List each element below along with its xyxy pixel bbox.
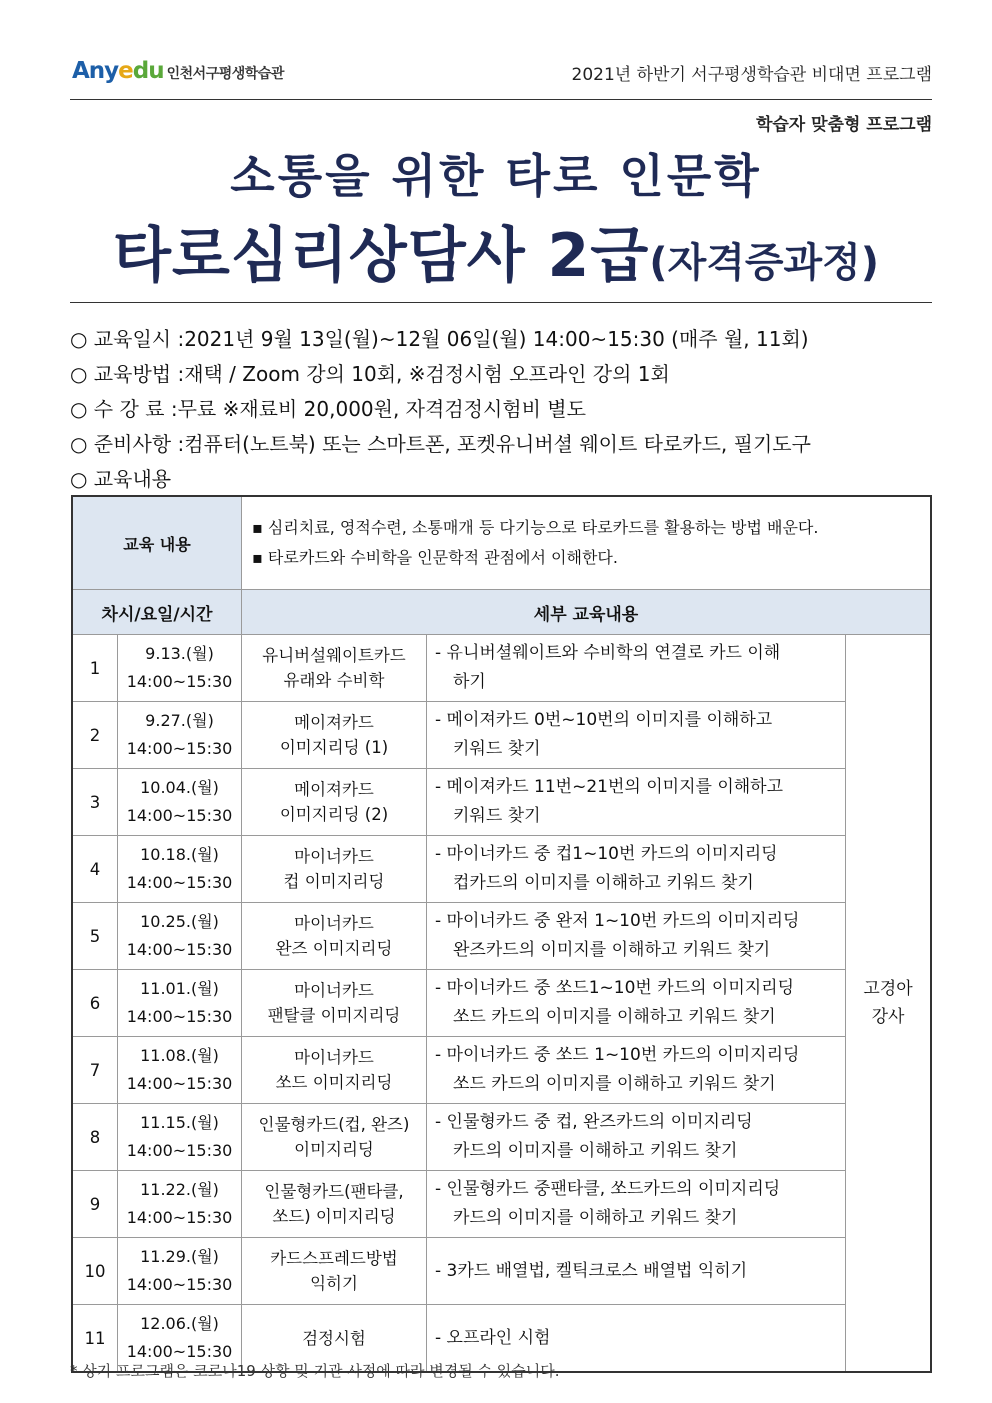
- session-datetime: [118, 1171, 242, 1238]
- info-row-method: [70, 357, 811, 392]
- session-subject: [242, 1104, 427, 1171]
- session-time: 14:00~15:30: [126, 1275, 233, 1294]
- detail-line: - 마이너카드 중 쏘드1~10번 카드의 이미지리딩: [435, 978, 795, 998]
- session-detail: [427, 635, 846, 702]
- session-number: 10: [72, 1238, 118, 1305]
- col-header-detail: 세부 교육내용: [242, 590, 932, 635]
- session-number: 9: [72, 1171, 118, 1238]
- title-paren: (자격증과정): [649, 240, 880, 286]
- info-label: ○ 교육일시 :: [70, 327, 185, 351]
- session-date: 11.01.(월): [140, 979, 219, 998]
- subject-line: 마이너카드: [294, 847, 374, 866]
- table-row: [72, 769, 931, 836]
- detail-line: - 유니버셜웨이트와 수비학의 연결로 카드 이해: [435, 643, 781, 663]
- detail-line: 하기: [453, 672, 486, 692]
- session-date: 11.08.(월): [140, 1046, 219, 1065]
- session-number: 8: [72, 1104, 118, 1171]
- detail-line: 쏘드 카드의 이미지를 이해하고 키워드 찾기: [453, 1007, 776, 1027]
- info-label: ○ 수 강 료 :: [70, 397, 178, 421]
- session-time: 14:00~15:30: [126, 940, 233, 959]
- session-number: 6: [72, 970, 118, 1037]
- session-date: 10.18.(월): [140, 845, 219, 864]
- session-detail: [427, 903, 846, 970]
- session-detail: [427, 1238, 846, 1305]
- session-date: 10.04.(월): [140, 778, 219, 797]
- session-number: 3: [72, 769, 118, 836]
- detail-line: 카드의 이미지를 이해하고 키워드 찾기: [453, 1208, 738, 1228]
- subject-line: 인물형카드(컵, 완즈): [258, 1115, 410, 1134]
- subject-line: 마이너카드: [294, 914, 374, 933]
- detail-line: 완즈카드의 이미지를 이해하고 키워드 찾기: [453, 940, 771, 960]
- session-date: 11.22.(월): [140, 1180, 219, 1199]
- subject-line: 쏘드) 이미지리딩: [272, 1207, 396, 1226]
- info-value: 2021년 9월 13일(월)~12월 06일(월) 14:00~15:30 (매주 월, 11회): [184, 327, 809, 351]
- detail-line: - 인물형카드 중 컵, 완즈카드의 이미지리딩: [435, 1112, 753, 1132]
- subject-line: 유니버설웨이트카드: [262, 646, 406, 665]
- table-row: [72, 635, 931, 702]
- session-detail: [427, 1171, 846, 1238]
- table-row: [72, 702, 931, 769]
- info-label: ○ 교육내용: [70, 467, 172, 491]
- session-subject: [242, 769, 427, 836]
- session-datetime: [118, 1037, 242, 1104]
- session-datetime: [118, 1104, 242, 1171]
- table-row: [72, 970, 931, 1037]
- footnote: * 상기 프로그램은 코로나19 상황 및 기관 사정에 따라 변경될 수 있습니다.: [70, 1362, 560, 1380]
- session-detail: [427, 836, 846, 903]
- session-datetime: [118, 702, 242, 769]
- session-number: 1: [72, 635, 118, 702]
- subject-line: 이미지리딩: [294, 1140, 374, 1159]
- instructor: [846, 635, 932, 1373]
- page-title-line2: [0, 208, 992, 294]
- session-number: 5: [72, 903, 118, 970]
- session-number: 11: [72, 1305, 118, 1373]
- subject-line: 마이너카드: [294, 1048, 374, 1067]
- session-detail: [427, 769, 846, 836]
- detail-line: 컵카드의 이미지를 이해하고 키워드 찾기: [453, 873, 754, 893]
- session-datetime: [118, 903, 242, 970]
- session-time: 14:00~15:30: [126, 1208, 233, 1227]
- subject-line: 이미지리딩 (2): [279, 805, 389, 824]
- session-subject: [242, 1238, 427, 1305]
- subject-line: 메이져카드: [294, 713, 374, 732]
- subject-line: 카드스프레드방법: [270, 1249, 398, 1268]
- subject-line: 완즈 이미지리딩: [275, 939, 393, 958]
- col-header-schedule: 차시/요일/시간: [72, 590, 242, 635]
- subject-line: 이미지리딩 (1): [279, 738, 389, 757]
- schedule-table: [71, 495, 932, 1373]
- info-list: [70, 322, 811, 497]
- session-date: 12.06.(월): [140, 1314, 219, 1333]
- content-bullet: ▪ 타로카드와 수비학을 인문학적 관점에서 이해한다.: [252, 548, 618, 567]
- subject-line: 쏘드 이미지리딩: [275, 1073, 393, 1092]
- info-value: 무료 ※재료비 20,000원, 자격검정시험비 별도: [177, 397, 586, 421]
- session-subject: [242, 970, 427, 1037]
- content-bullet: ▪ 심리치료, 영적수련, 소통매개 등 다기능으로 타로카드를 활용하는 방법 배운다.: [252, 518, 819, 537]
- session-subject: [242, 1037, 427, 1104]
- detail-line: - 마이너카드 중 완저 1~10번 카드의 이미지리딩: [435, 911, 800, 931]
- content-label: 교육 내용: [72, 496, 242, 590]
- table-row: [72, 1037, 931, 1104]
- logo: [72, 58, 284, 84]
- session-date: 9.13.(월): [145, 644, 214, 663]
- session-date: 11.29.(월): [140, 1247, 219, 1266]
- session-date: 9.27.(월): [145, 711, 214, 730]
- detail-line: - 오프라인 시험: [435, 1327, 551, 1348]
- table-row: [72, 1104, 931, 1171]
- info-row-content: [70, 462, 811, 497]
- detail-line: 키워드 찾기: [453, 806, 541, 826]
- session-time: 14:00~15:30: [126, 739, 233, 758]
- session-subject: [242, 836, 427, 903]
- subject-line: 컵 이미지리딩: [283, 872, 385, 891]
- subject-line: 인물형카드(팬타클,: [264, 1182, 404, 1201]
- table-row: [72, 1238, 931, 1305]
- session-subject: [242, 903, 427, 970]
- page-title-line1: 소통을 위한 타로 인문학: [230, 149, 762, 203]
- session-datetime: [118, 635, 242, 702]
- info-value: 재택 / Zoom 강의 10회, ※검정시험 오프라인 강의 1회: [184, 362, 670, 386]
- detail-line: - 마이너카드 중 쏘드 1~10번 카드의 이미지리딩: [435, 1045, 800, 1065]
- session-time: 14:00~15:30: [126, 1007, 233, 1026]
- info-label: ○ 교육방법 :: [70, 362, 185, 386]
- program-title: 2021년 하반기 서구평생학습관 비대면 프로그램: [571, 65, 932, 85]
- logo-org-name: 인천서구평생학습관: [166, 66, 284, 82]
- title-main: 타로심리상담사 2급: [112, 221, 650, 291]
- subject-line: 마이너카드: [294, 981, 374, 1000]
- info-row-preparation: [70, 427, 811, 462]
- session-datetime: [118, 769, 242, 836]
- info-value: 컴퓨터(노트북) 또는 스마트폰, 포켓유니버셜 웨이트 타로카드, 필기도구: [184, 432, 811, 456]
- detail-line: 카드의 이미지를 이해하고 키워드 찾기: [453, 1141, 738, 1161]
- detail-line: - 마이너카드 중 컵1~10번 카드의 이미지리딩: [435, 844, 778, 864]
- logo-brand: Anyedu: [72, 58, 164, 84]
- session-time: 14:00~15:30: [126, 806, 233, 825]
- session-subject: [242, 702, 427, 769]
- session-datetime: [118, 1238, 242, 1305]
- subject-line: 검정시험: [302, 1328, 366, 1348]
- info-label: ○ 준비사항 :: [70, 432, 185, 456]
- session-detail: [427, 1104, 846, 1171]
- header-divider: [70, 99, 932, 100]
- detail-line: 쏘드 카드의 이미지를 이해하고 키워드 찾기: [453, 1074, 776, 1094]
- session-time: 14:00~15:30: [126, 1141, 233, 1160]
- instructor-line: 강사: [871, 1007, 905, 1027]
- instructor-line: 고경아: [863, 979, 913, 999]
- session-time: 14:00~15:30: [126, 1074, 233, 1093]
- subject-line: 메이져카드: [294, 780, 374, 799]
- title-divider: [70, 302, 932, 303]
- session-number: 4: [72, 836, 118, 903]
- info-row-fee: [70, 392, 811, 427]
- session-detail: [427, 970, 846, 1037]
- session-subject: [242, 635, 427, 702]
- table-row: [72, 836, 931, 903]
- content-summary-row: [72, 496, 931, 590]
- session-datetime: [118, 970, 242, 1037]
- subject-line: 익히기: [310, 1274, 358, 1293]
- table-header-row: [72, 590, 931, 635]
- detail-line: - 메이져카드 0번~10번의 이미지를 이해하고: [435, 710, 773, 730]
- session-time: 14:00~15:30: [126, 672, 233, 691]
- program-subtitle: 학습자 맞춤형 프로그램: [755, 115, 932, 135]
- session-date: 10.25.(월): [140, 912, 219, 931]
- info-row-schedule: [70, 322, 811, 357]
- session-subject: [242, 1171, 427, 1238]
- session-date: 11.15.(월): [140, 1113, 219, 1132]
- subject-line: 유래와 수비학: [283, 671, 385, 690]
- session-number: 7: [72, 1037, 118, 1104]
- session-number: 2: [72, 702, 118, 769]
- session-time: 14:00~15:30: [126, 1342, 233, 1361]
- session-detail: [427, 1037, 846, 1104]
- session-time: 14:00~15:30: [126, 873, 233, 892]
- session-datetime: [118, 836, 242, 903]
- detail-line: 키워드 찾기: [453, 739, 541, 759]
- detail-line: - 3카드 배열법, 켈틱크로스 배열법 익히기: [435, 1260, 748, 1281]
- schedule-rows: [72, 635, 931, 1373]
- table-row: [72, 903, 931, 970]
- detail-line: - 인물형카드 중팬타클, 쏘드카드의 이미지리딩: [435, 1179, 781, 1199]
- content-bullets: [242, 496, 932, 590]
- detail-line: - 메이져카드 11번~21번의 이미지를 이해하고: [435, 777, 784, 797]
- table-row: [72, 1171, 931, 1238]
- session-detail: [427, 702, 846, 769]
- subject-line: 팬탈클 이미지리딩: [267, 1006, 401, 1025]
